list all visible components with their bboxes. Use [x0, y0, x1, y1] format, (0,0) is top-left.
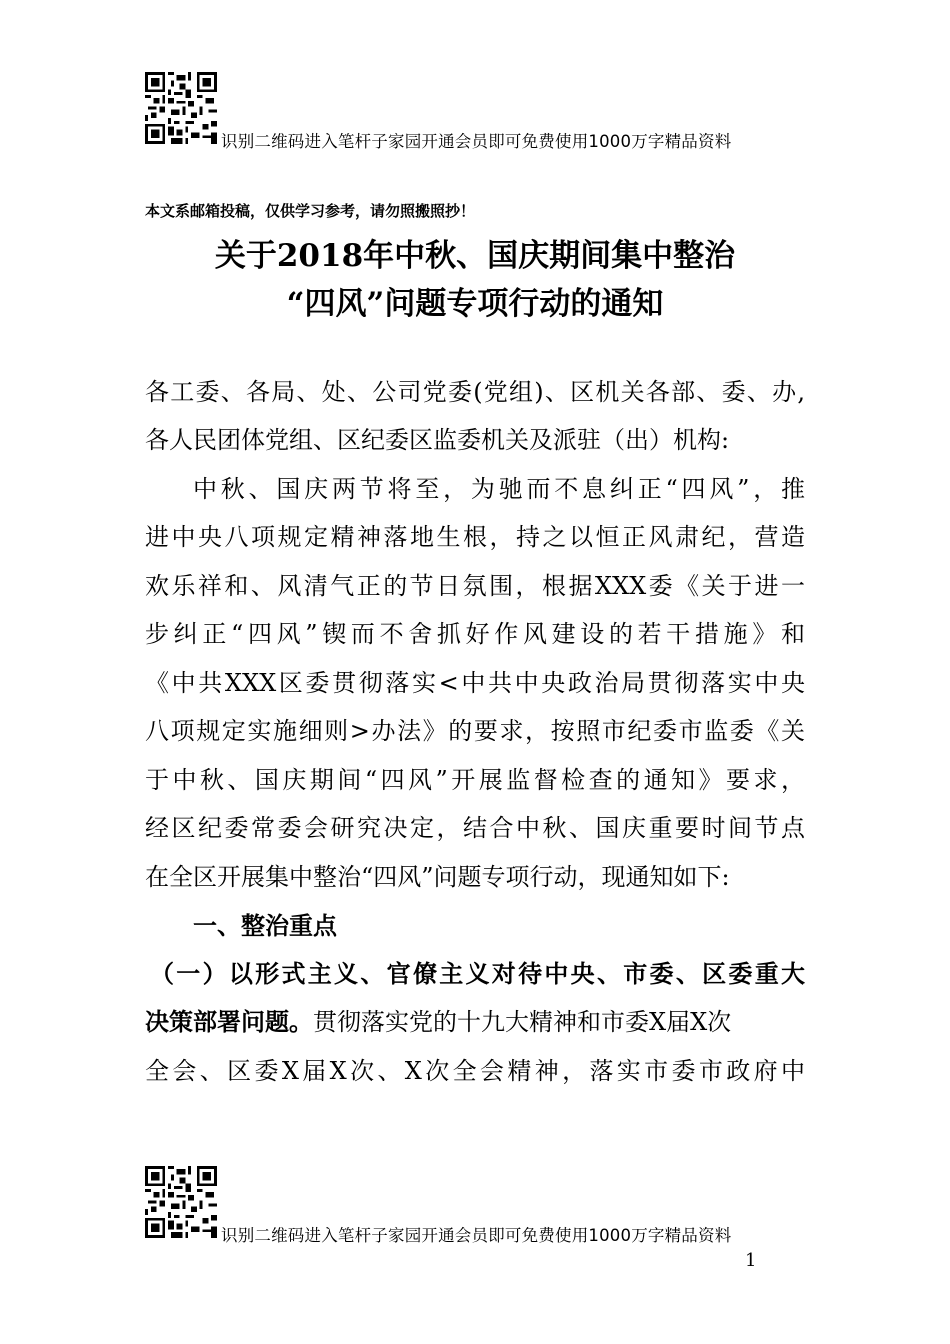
page-number: 1: [745, 1250, 757, 1271]
paragraph-line: 《中共XXX区委贯彻落实<中共中央政治局贯彻落实中央: [145, 669, 805, 697]
footer-qr-code-icon: [145, 1166, 217, 1238]
paragraph-line: 经区纪委常委会研究决定，结合中秋、国庆重要时间节点: [145, 814, 805, 842]
paragraph-line: 中秋、国庆两节将至，为驰而不息纠正“四风”，推: [193, 475, 805, 503]
document-title-line1: 关于2018年中秋、国庆期间集中整治: [214, 238, 736, 274]
paragraph-line: 步纠正“四风”锲而不舍抓好作风建设的若干措施》和: [145, 620, 805, 648]
paragraph-line: 在全区开展集中整治“四风”问题专项行动，现通知如下:: [145, 863, 730, 891]
paragraph-line: 八项规定实施细则>办法》的要求，按照市纪委市监委《关: [145, 717, 805, 745]
subsection-heading: （一）以形式主义、官僚主义对待中央、市委、区委重大: [150, 959, 805, 988]
paragraph-line: 进中央八项规定精神落地生根，持之以恒正风肃纪，营造: [145, 523, 805, 551]
addressee-line-1: 各工委、各局、处、公司党委(党组)、区机关各部、委、办,: [145, 378, 805, 406]
subsection-heading-tail: 决策部署问题。: [145, 1007, 313, 1036]
footer-banner: 识别二维码进入笔杆子家园开通会员即可免费使用1000万字精品资料: [221, 1226, 732, 1245]
subsection-text: 贯彻落实党的十九大精神和市委X届X次: [313, 1008, 732, 1036]
document-title-line2: “四风”问题专项行动的通知: [286, 286, 664, 322]
section-heading: 一、整治重点: [193, 911, 337, 940]
subsection-line: [145, 1002, 805, 1037]
paragraph-line: 欢乐祥和、风清气正的节日氛围，根据XXX委《关于进一: [145, 572, 805, 600]
paragraph-line: 全会、区委X届X次、X次全会精神，落实市委市政府中: [145, 1057, 805, 1085]
submission-notice: 本文系邮箱投稿，仅供学习参考，请勿照搬照抄！: [145, 202, 476, 220]
header-qr-code-icon: [145, 72, 217, 144]
addressee-line-2: 各人民团体党组、区纪委区监委机关及派驻（出）机构:: [145, 426, 730, 454]
paragraph-line: 于中秋、国庆期间“四风”开展监督检查的通知》要求，: [145, 766, 805, 794]
header-banner: 识别二维码进入笔杆子家园开通会员即可免费使用1000万字精品资料: [221, 132, 732, 151]
